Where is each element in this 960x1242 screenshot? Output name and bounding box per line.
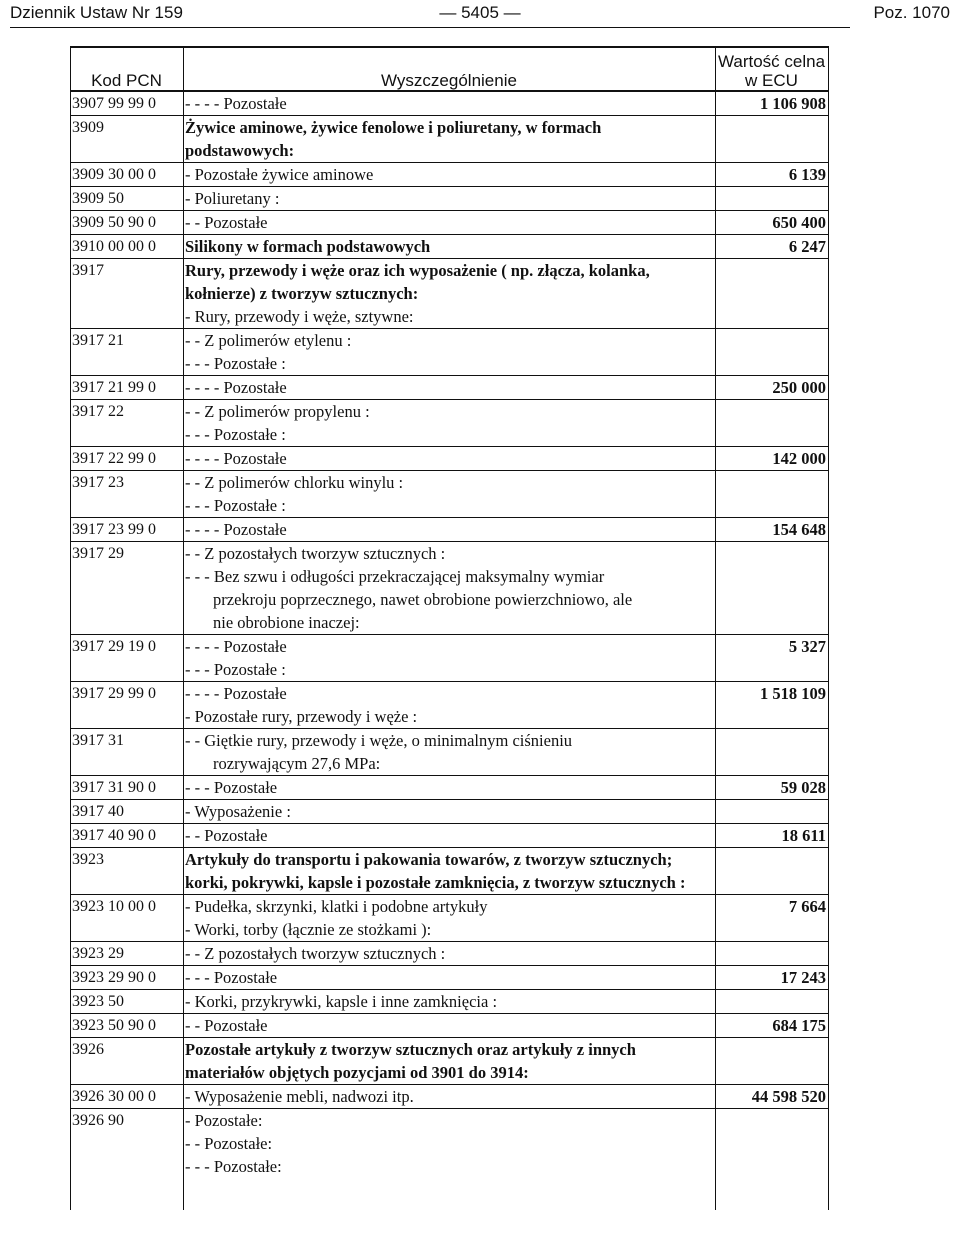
table-row xyxy=(71,635,829,659)
row-description xyxy=(184,163,716,187)
row-code: 3910 00 00 0 xyxy=(71,235,184,259)
row-description xyxy=(184,211,716,235)
description-line: - - Pozostałe: xyxy=(185,1134,273,1153)
table-row xyxy=(71,423,829,447)
page-header xyxy=(10,3,950,25)
table-row xyxy=(71,163,829,187)
row-code: 3909 30 00 0 xyxy=(71,163,184,187)
row-description xyxy=(184,376,716,400)
row-code: 3909 50 xyxy=(71,187,184,211)
table-row xyxy=(71,235,829,259)
row-description xyxy=(184,305,716,329)
row-code: 3917 29 19 0 xyxy=(71,635,184,659)
table-row xyxy=(71,471,829,495)
row-value: 250 000 xyxy=(716,376,829,400)
description-line: - - - - Pozostałe xyxy=(185,449,287,468)
row-code: 3923 50 xyxy=(71,990,184,1014)
row-value xyxy=(716,187,829,211)
row-code: 3917 21 99 0 xyxy=(71,376,184,400)
row-code xyxy=(71,918,184,942)
description-line: - - Z polimerów etylenu : xyxy=(185,331,352,350)
row-description xyxy=(184,1132,716,1155)
description-line: - - - Pozostałe : xyxy=(185,425,286,444)
row-code: 3917 22 99 0 xyxy=(71,447,184,471)
row-code xyxy=(71,352,184,376)
description-line: - - - Pozostałe : xyxy=(185,496,286,515)
tariff-table xyxy=(70,46,829,1210)
row-description xyxy=(184,705,716,729)
description-line: - - - - Pozostałe xyxy=(185,637,287,656)
row-description xyxy=(184,352,716,376)
row-description xyxy=(184,187,716,211)
page-number: — 5405 — xyxy=(439,3,521,22)
row-value: 6 247 xyxy=(716,235,829,259)
description-line: - - - Pozostałe xyxy=(185,968,278,987)
row-value: 1 518 109 xyxy=(716,682,829,706)
header-code: Kod PCN xyxy=(71,47,184,91)
row-code: 3917 40 xyxy=(71,800,184,824)
row-value: 650 400 xyxy=(716,211,829,235)
row-description xyxy=(184,800,716,824)
description-line: - Pozostałe: xyxy=(185,1111,263,1130)
description-line: - - Z pozostałych tworzyw sztucznych : xyxy=(185,944,446,963)
journal-title: Dziennik Ustaw Nr 159 xyxy=(10,3,183,22)
row-code xyxy=(71,305,184,329)
description-line: przekroju poprzecznego, nawet obrobione powierzchniowo, ale xyxy=(213,590,633,609)
row-description xyxy=(184,990,716,1014)
row-description xyxy=(184,91,716,116)
row-value: 59 028 xyxy=(716,776,829,800)
row-description xyxy=(184,259,716,306)
header-value: Wartość celna w ECU xyxy=(716,47,829,91)
row-description xyxy=(184,542,716,566)
row-description xyxy=(184,824,716,848)
table-row xyxy=(71,400,829,424)
row-value xyxy=(716,565,829,635)
row-code: 3926 90 xyxy=(71,1109,184,1133)
table-row xyxy=(71,1014,829,1038)
description-line: Artykuły do transportu i pakowania towarów, z tworzyw sztucznych; xyxy=(185,850,673,869)
table-row xyxy=(71,942,829,966)
row-value xyxy=(716,423,829,447)
table-row xyxy=(71,658,829,682)
row-value xyxy=(716,1109,829,1133)
row-value: 1 106 908 xyxy=(716,91,829,116)
row-description xyxy=(184,1014,716,1038)
row-value xyxy=(716,542,829,566)
row-description xyxy=(184,1038,716,1085)
row-value xyxy=(716,1155,829,1178)
row-value: 5 327 xyxy=(716,635,829,659)
row-value xyxy=(716,990,829,1014)
table-header-row xyxy=(71,47,829,91)
table-row xyxy=(71,494,829,518)
row-code xyxy=(71,494,184,518)
table-row xyxy=(71,1155,829,1178)
row-value xyxy=(716,658,829,682)
row-description xyxy=(184,776,716,800)
row-code xyxy=(71,658,184,682)
description-line: korki, pokrywki, kapsle i pozostałe zamknięcia, z tworzyw sztucznych : xyxy=(185,873,686,892)
table-row xyxy=(71,895,829,919)
row-code: 3917 21 xyxy=(71,329,184,353)
row-description xyxy=(184,682,716,706)
table-row xyxy=(71,966,829,990)
description-line: - - Giętkie rury, przewody i węże, o minimalnym ciśnieniu xyxy=(185,731,573,750)
description-line: Silikony w formach podstawowych xyxy=(185,237,431,256)
row-value: 142 000 xyxy=(716,447,829,471)
table-row xyxy=(71,1038,829,1085)
row-code: 3917 31 90 0 xyxy=(71,776,184,800)
description-line: - Korki, przykrywki, kapsle i inne zamknięcia : xyxy=(185,992,498,1011)
header-rule xyxy=(10,27,850,28)
description-line: - Wyposażenie : xyxy=(185,802,291,821)
table-row xyxy=(71,682,829,706)
row-value: 18 611 xyxy=(716,824,829,848)
row-value xyxy=(716,259,829,306)
description-line: - - Pozostałe xyxy=(185,826,268,845)
row-value: 684 175 xyxy=(716,1014,829,1038)
row-code: 3926 30 00 0 xyxy=(71,1085,184,1109)
table-row xyxy=(71,305,829,329)
description-line: - - Pozostałe xyxy=(185,213,268,232)
table-row xyxy=(71,990,829,1014)
description-line: - - Z polimerów propylenu : xyxy=(185,402,370,421)
table-row xyxy=(71,776,829,800)
row-description xyxy=(184,1085,716,1109)
header-description: Wyszczególnienie xyxy=(184,47,716,91)
row-description xyxy=(184,848,716,895)
row-value xyxy=(716,400,829,424)
row-description xyxy=(184,1155,716,1178)
row-description xyxy=(184,895,716,919)
row-code xyxy=(71,1132,184,1155)
row-description xyxy=(184,116,716,163)
row-value xyxy=(716,305,829,329)
description-line: - - - Pozostałe: xyxy=(185,1157,282,1176)
description-line: Żywice aminowe, żywice fenolowe i poliuretany, w formach xyxy=(185,118,602,137)
description-line: podstawowych: xyxy=(185,141,295,160)
table-row xyxy=(71,1109,829,1133)
row-code: 3923 29 xyxy=(71,942,184,966)
row-value: 6 139 xyxy=(716,163,829,187)
table-row xyxy=(71,116,829,163)
row-code xyxy=(71,705,184,729)
row-description xyxy=(184,942,716,966)
description-line: materiałów objętych pozycjami od 3901 do 3914: xyxy=(185,1063,529,1082)
description-line: - - - - Pozostałe xyxy=(185,378,287,397)
description-line: - - - - Pozostałe xyxy=(185,94,287,113)
table-row xyxy=(71,918,829,942)
empty-cell xyxy=(184,1178,716,1210)
table-row xyxy=(71,848,829,895)
row-description xyxy=(184,918,716,942)
table-row xyxy=(71,329,829,353)
table-row xyxy=(71,1085,829,1109)
row-code: 3917 23 xyxy=(71,471,184,495)
description-line: - - - Pozostałe : xyxy=(185,354,286,373)
table-row xyxy=(71,1132,829,1155)
row-value xyxy=(716,800,829,824)
description-line: - - Pozostałe xyxy=(185,1016,268,1035)
description-line: - Pozostałe żywice aminowe xyxy=(185,165,374,184)
description-line: - Rury, przewody i węże, sztywne: xyxy=(185,307,414,326)
row-code: 3917 29 xyxy=(71,542,184,566)
row-value: 17 243 xyxy=(716,966,829,990)
description-line: Rury, przewody i węże oraz ich wyposażenie ( np. złącza, kolanka, xyxy=(185,261,650,280)
row-description xyxy=(184,635,716,659)
description-line: rozrywającym 27,6 MPa: xyxy=(213,754,381,773)
row-description xyxy=(184,658,716,682)
description-line: - - - Pozostałe : xyxy=(185,660,286,679)
table-row xyxy=(71,376,829,400)
row-value xyxy=(716,1038,829,1085)
table-row xyxy=(71,352,829,376)
description-line: Pozostałe artykuły z tworzyw sztucznych oraz artykuły z innych xyxy=(185,1040,636,1059)
table-continuation xyxy=(71,1178,829,1210)
row-description xyxy=(184,235,716,259)
row-code xyxy=(71,1155,184,1178)
row-code: 3917 29 99 0 xyxy=(71,682,184,706)
row-code: 3917 40 90 0 xyxy=(71,824,184,848)
row-code xyxy=(71,423,184,447)
row-code: 3917 22 xyxy=(71,400,184,424)
row-description xyxy=(184,471,716,495)
row-code: 3909 xyxy=(71,116,184,163)
table-row xyxy=(71,800,829,824)
description-line: - - Z polimerów chlorku winylu : xyxy=(185,473,404,492)
row-code: 3917 23 99 0 xyxy=(71,518,184,542)
row-code: 3909 50 90 0 xyxy=(71,211,184,235)
row-code: 3923 xyxy=(71,848,184,895)
table-body xyxy=(71,91,829,1210)
description-line: - - - - Pozostałe xyxy=(185,520,287,539)
table-row xyxy=(71,187,829,211)
row-description xyxy=(184,966,716,990)
row-value: 44 598 520 xyxy=(716,1085,829,1109)
table-row xyxy=(71,705,829,729)
row-description xyxy=(184,423,716,447)
row-value xyxy=(716,1132,829,1155)
row-value: 154 648 xyxy=(716,518,829,542)
position-number: Poz. 1070 xyxy=(873,3,950,22)
row-value xyxy=(716,942,829,966)
table-row xyxy=(71,91,829,116)
row-value xyxy=(716,329,829,353)
row-value xyxy=(716,352,829,376)
row-value xyxy=(716,848,829,895)
row-code: 3923 50 90 0 xyxy=(71,1014,184,1038)
table-row xyxy=(71,729,829,776)
row-code: 3926 xyxy=(71,1038,184,1085)
description-line: nie obrobione inaczej: xyxy=(213,613,360,632)
row-description xyxy=(184,1109,716,1133)
row-value xyxy=(716,471,829,495)
row-value xyxy=(716,116,829,163)
description-line: - - - Pozostałe xyxy=(185,778,278,797)
description-line: - Worki, torby (łącznie ze stożkami ): xyxy=(185,920,432,939)
row-value xyxy=(716,729,829,776)
table-row xyxy=(71,211,829,235)
row-description xyxy=(184,729,716,776)
row-description xyxy=(184,494,716,518)
empty-cell xyxy=(716,1178,829,1210)
row-description xyxy=(184,565,716,635)
row-description xyxy=(184,447,716,471)
row-description xyxy=(184,400,716,424)
row-description xyxy=(184,518,716,542)
description-line: - - Z pozostałych tworzyw sztucznych : xyxy=(185,544,446,563)
row-value xyxy=(716,705,829,729)
description-line: - Pozostałe rury, przewody i węże : xyxy=(185,707,418,726)
table-row xyxy=(71,259,829,306)
row-value: 7 664 xyxy=(716,895,829,919)
row-code: 3923 29 90 0 xyxy=(71,966,184,990)
description-line: - Poliuretany : xyxy=(185,189,280,208)
table-row xyxy=(71,542,829,566)
description-line: - - - - Pozostałe xyxy=(185,684,287,703)
empty-cell xyxy=(71,1178,184,1210)
row-value xyxy=(716,494,829,518)
table-row xyxy=(71,518,829,542)
row-description xyxy=(184,329,716,353)
row-code: 3917 xyxy=(71,259,184,306)
description-line: kołnierze) z tworzyw sztucznych: xyxy=(185,284,419,303)
table-row xyxy=(71,824,829,848)
row-code: 3907 99 99 0 xyxy=(71,91,184,116)
row-code: 3923 10 00 0 xyxy=(71,895,184,919)
description-line: - - - Bez szwu i odługości przekraczającej maksymalny wymiar xyxy=(185,567,605,586)
row-code xyxy=(71,565,184,635)
description-line: - Pudełka, skrzynki, klatki i podobne artykuły xyxy=(185,897,488,916)
description-line: - Wyposażenie mebli, nadwozi itp. xyxy=(185,1087,414,1106)
table-row xyxy=(71,447,829,471)
row-value xyxy=(716,918,829,942)
row-code: 3917 31 xyxy=(71,729,184,776)
table-row xyxy=(71,565,829,635)
